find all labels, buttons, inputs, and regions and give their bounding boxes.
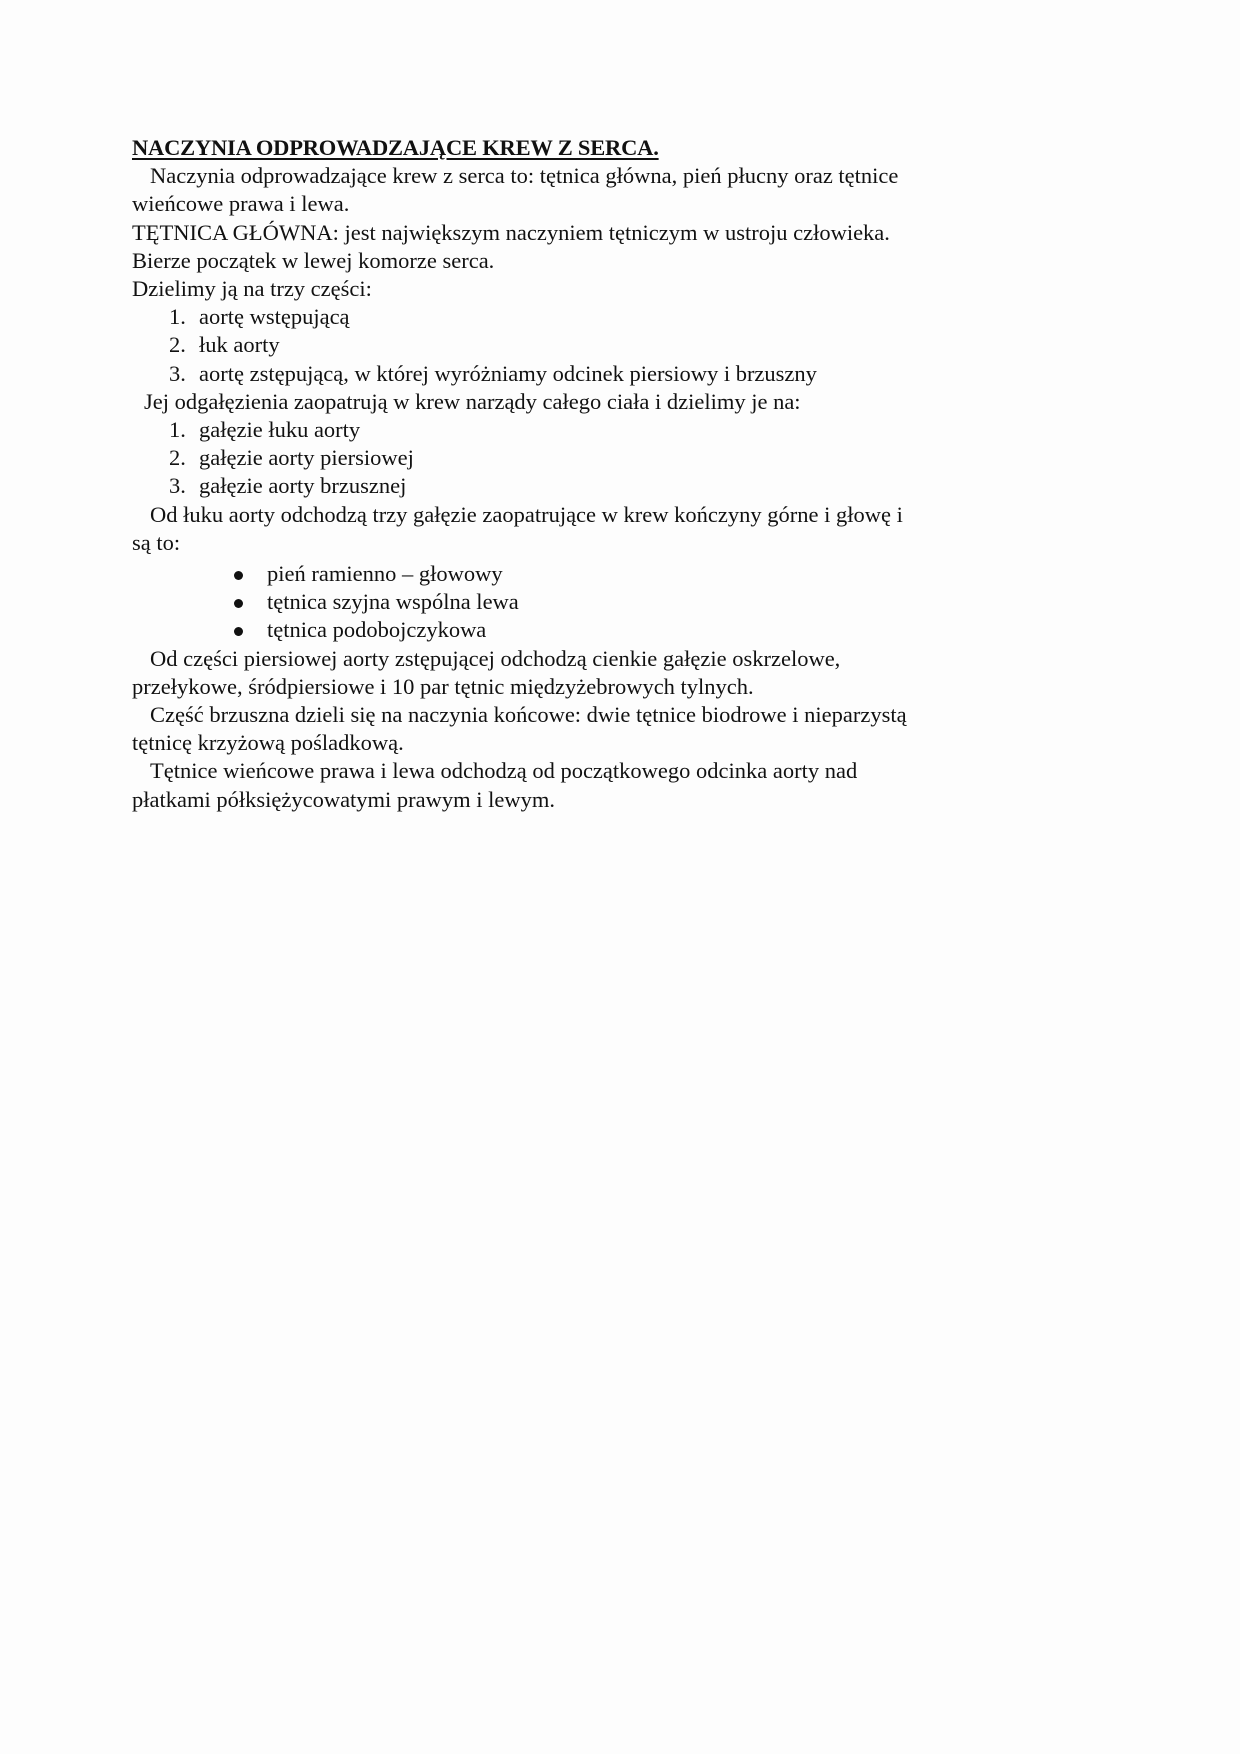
- list-text: łuk aorty: [199, 332, 280, 358]
- branches-intro: Jej odgałęzienia zaopatrują w krew narządy całego ciała i dzielimy je na:: [144, 388, 801, 414]
- list-number: 2.: [169, 445, 186, 471]
- list-item: [132, 303, 992, 331]
- list-number: 1.: [169, 304, 186, 330]
- list-text: gałęzie łuku aorty: [199, 417, 361, 443]
- list-number: 3.: [169, 360, 186, 386]
- list-item: [132, 416, 992, 444]
- list-text: gałęzie aorty brzusznej: [199, 473, 407, 499]
- bullet-text: tętnica podobojczykowa: [267, 617, 487, 643]
- list-item: [132, 444, 992, 472]
- list-number: 3.: [169, 473, 186, 499]
- bullet-text: tętnica szyjna wspólna lewa: [267, 589, 519, 615]
- aorta-line-1: TĘTNICA GŁÓWNA: jest największym naczyniem tętniczym w ustroju człowieka.: [132, 219, 890, 245]
- list-text: gałęzie aorty piersiowej: [199, 445, 414, 471]
- bullet-item: [132, 588, 992, 616]
- abdominal-line-2: tętnicę krzyżową pośladkową.: [132, 730, 404, 756]
- list-text: aortę zstępującą, w której wyróżniamy odcinek piersiowy i brzuszny: [199, 360, 817, 386]
- list-number: 2.: [169, 332, 186, 358]
- bullet-text: pień ramienno – głowowy: [267, 561, 503, 587]
- parts-intro: Dzielimy ją na trzy części:: [132, 276, 372, 302]
- list-number: 1.: [169, 417, 186, 443]
- aorta-line-2: Bierze początek w lewej komorze serca.: [132, 247, 495, 273]
- bullet-item: [132, 616, 992, 644]
- list-item: [132, 472, 992, 500]
- list-item: [132, 331, 992, 359]
- aorta-parts-list: [132, 303, 992, 388]
- document-page: [132, 134, 992, 814]
- bullet-item: [132, 560, 992, 588]
- list-text: aortę wstępującą: [199, 304, 350, 330]
- thoracic-line-1: Od części piersiowej aorty zstępującej odchodzą cienkie gałęzie oskrzelowe,: [150, 645, 841, 671]
- document-title: NACZYNIA ODPROWADZAJĄCE KREW Z SERCA.: [132, 135, 659, 160]
- coronary-line-1: Tętnice wieńcowe prawa i lewa odchodzą od początkowego odcinka aorty nad: [150, 758, 858, 784]
- intro-line-1: Naczynia odprowadzające krew z serca to: tętnica główna, pień płucny oraz tętnice: [150, 163, 899, 189]
- bullet-icon: [234, 571, 243, 580]
- intro-line-2: wieńcowe prawa i lewa.: [132, 191, 350, 217]
- aorta-branches-list: [132, 416, 992, 501]
- list-item: [132, 360, 992, 388]
- arch-line-2: są to:: [132, 529, 181, 555]
- coronary-line-2: płatkami półksiężycowatymi prawym i lewym.: [132, 786, 556, 812]
- arch-line-1: Od łuku aorty odchodzą trzy gałęzie zaopatrujące w krew kończyny górne i głowę i: [150, 501, 903, 527]
- abdominal-line-1: Część brzuszna dzieli się na naczynia końcowe: dwie tętnice biodrowe i nieparzystą: [150, 702, 907, 728]
- arch-branches-list: [132, 560, 992, 645]
- thoracic-line-2: przełykowe, śródpiersiowe i 10 par tętnic międzyżebrowych tylnych.: [132, 673, 754, 699]
